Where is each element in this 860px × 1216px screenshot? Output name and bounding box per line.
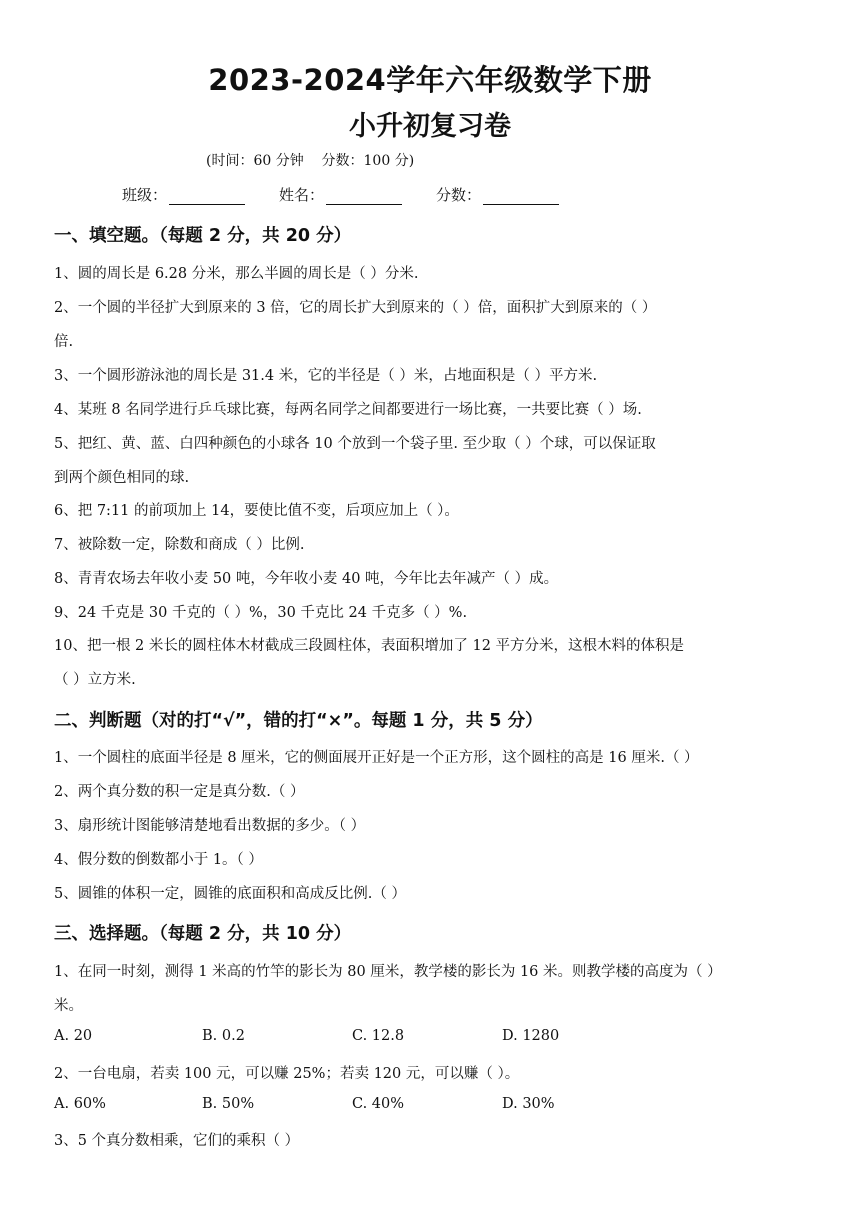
name-label: 姓名： bbox=[279, 186, 325, 204]
score-label: 分数： bbox=[436, 186, 482, 204]
student-info-fields bbox=[122, 184, 559, 205]
question-line: 8、青青农场去年收小麦 50 吨，今年收小麦 40 吨，今年比去年减产（ ）成。 bbox=[54, 571, 559, 587]
section-3-title: 三、选择题。（每题 2 分，共 10 分） bbox=[54, 924, 352, 944]
question-line: 9、24 千克是 30 千克的（ ）%，30 千克比 24 千克多（ ）%. bbox=[54, 605, 468, 621]
question-line: （ ）立方米. bbox=[54, 672, 136, 688]
score-field bbox=[436, 184, 559, 205]
question-line: 6、把 7:11 的前项加上 14，要使比值不变，后项应加上（ ）。 bbox=[54, 503, 459, 519]
question-line: 1、一个圆柱的底面半径是 8 厘米，它的侧面展开正好是一个正方形，这个圆柱的高是 16 厘米.（ ） bbox=[54, 750, 699, 766]
score-blank[interactable] bbox=[483, 188, 559, 205]
name-blank[interactable] bbox=[326, 188, 402, 205]
class-label: 班级： bbox=[122, 186, 168, 204]
exam-subtitle: 小升初复习卷 bbox=[349, 111, 511, 142]
question-line: 2、一台电扇，若卖 100 元，可以赚 25%；若卖 120 元，可以赚（ ）。 bbox=[54, 1066, 520, 1082]
option-b[interactable]: B. 50% bbox=[202, 1096, 255, 1112]
exam-meta: (时间：60 分钟 分数：100 分) bbox=[206, 153, 415, 169]
question-line: 10、把一根 2 米长的圆柱体木材截成三段圆柱体，表面积增加了 12 平方分米，这根木料的体积是 bbox=[54, 638, 685, 654]
option-b[interactable]: B. 0.2 bbox=[202, 1028, 245, 1044]
question-line: 1、在同一时刻，测得 1 米高的竹竿的影长为 80 厘米，教学楼的影长为 16 米。则教学楼的高度为（ ） bbox=[54, 964, 722, 980]
question-line: 2、一个圆的半径扩大到原来的 3 倍，它的周长扩大到原来的（ ）倍，面积扩大到原来的（ ） bbox=[54, 300, 657, 316]
option-d[interactable]: D. 30% bbox=[502, 1096, 555, 1112]
exam-title: 2023-2024学年六年级数学下册 bbox=[208, 63, 652, 97]
question-line: 3、5 个真分数相乘，它们的乘积（ ） bbox=[54, 1133, 300, 1149]
class-field bbox=[122, 184, 245, 205]
question-line: 米。 bbox=[54, 998, 83, 1014]
option-a[interactable]: A. 20 bbox=[54, 1028, 93, 1044]
question-line: 4、某班 8 名同学进行乒乓球比赛，每两名同学之间都要进行一场比赛，一共要比赛（ ）场. bbox=[54, 402, 642, 418]
section-1-title: 一、填空题。（每题 2 分，共 20 分） bbox=[54, 226, 352, 246]
option-a[interactable]: A. 60% bbox=[54, 1096, 106, 1112]
question-line: 3、一个圆形游泳池的周长是 31.4 米，它的半径是（ ）米，占地面积是（ ）平方米. bbox=[54, 368, 598, 384]
question-line: 1、圆的周长是 6.28 分米，那么半圆的周长是（ ）分米. bbox=[54, 266, 419, 282]
section-2-title: 二、判断题（对的打“√”，错的打“×”。每题 1 分，共 5 分） bbox=[54, 711, 543, 731]
option-c[interactable]: C. 12.8 bbox=[352, 1028, 405, 1044]
option-c[interactable]: C. 40% bbox=[352, 1096, 405, 1112]
question-line: 5、把红、黄、蓝、白四种颜色的小球各 10 个放到一个袋子里. 至少取（ ）个球，可以保证取 bbox=[54, 436, 656, 452]
question-line: 7、被除数一定，除数和商成（ ）比例. bbox=[54, 537, 305, 553]
question-line: 5、圆锥的体积一定，圆锥的底面积和高成反比例.（ ） bbox=[54, 886, 406, 902]
question-line: 4、假分数的倒数都小于 1。（ ） bbox=[54, 852, 263, 868]
question-line: 2、两个真分数的积一定是真分数.（ ） bbox=[54, 784, 305, 800]
class-blank[interactable] bbox=[169, 188, 245, 205]
question-line: 3、扇形统计图能够清楚地看出数据的多少。（ ） bbox=[54, 818, 366, 834]
option-d[interactable]: D. 1280 bbox=[502, 1028, 560, 1044]
name-field bbox=[279, 184, 402, 205]
question-line: 到两个颜色相同的球. bbox=[54, 470, 190, 486]
question-line: 倍. bbox=[54, 334, 74, 350]
